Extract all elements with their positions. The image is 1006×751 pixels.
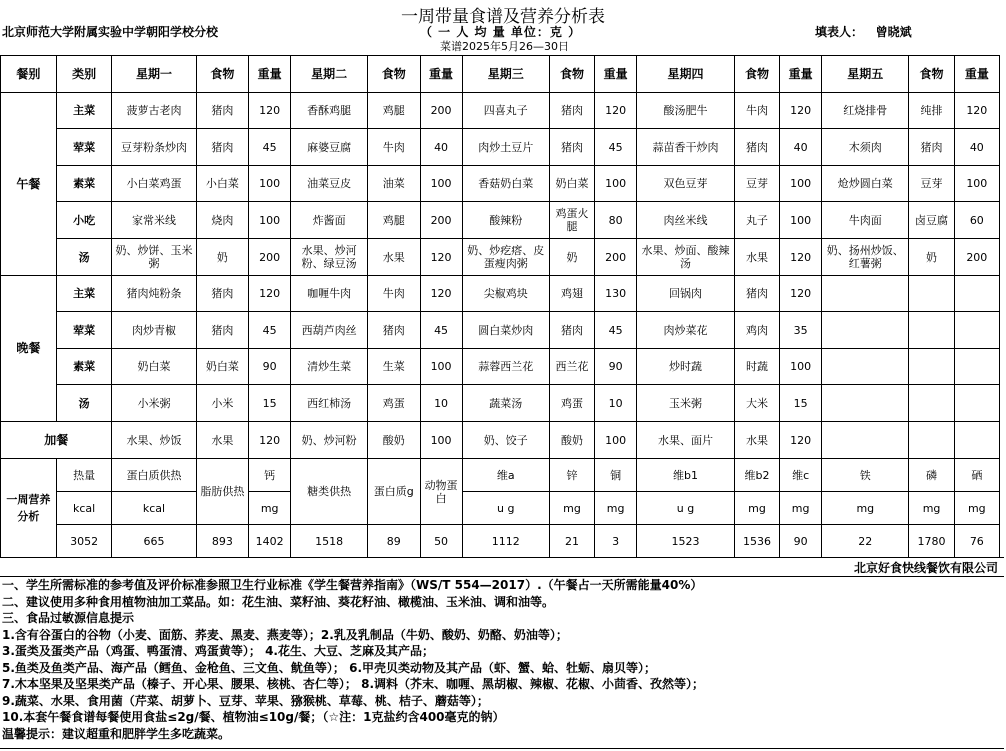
menu-cell: 菠萝古老肉: [112, 93, 196, 129]
menu-cell: 水果: [734, 422, 779, 459]
menu-table: [0, 55, 1000, 558]
menu-cell: 酸奶: [367, 422, 420, 459]
menu-cell: 咖喱牛肉: [291, 276, 368, 312]
menu-cell: 西兰花: [549, 349, 594, 385]
table-row: [1, 492, 1000, 525]
note-line: 7.木本坚果及坚果类产品（榛子、开心果、腰果、核桃、杏仁等）； 8.调料（芥末、咖喱、黑胡椒、辣椒、花椒、小茴香、孜然等）；: [2, 677, 704, 691]
menu-cell: 100: [954, 166, 999, 202]
nutrient-unit: mg: [822, 492, 909, 525]
menu-cell: 炝炒圆白菜: [822, 166, 909, 202]
menu-cell: [909, 312, 954, 349]
nutrient-name: 脂肪供热: [196, 459, 249, 525]
menu-cell: 水果、炒河粉、绿豆汤: [291, 239, 368, 276]
nutrient-name: 糖类供热: [291, 459, 368, 525]
menu-cell: [822, 422, 909, 459]
notes-section: [2, 577, 1002, 742]
menu-cell: 120: [780, 276, 822, 312]
menu-cell: 猪肉: [909, 129, 954, 166]
menu-cell: 奶: [196, 239, 249, 276]
menu-cell: 牛肉面: [822, 202, 909, 239]
header-cell: 餐别: [1, 56, 57, 93]
menu-cell: 牛肉: [367, 276, 420, 312]
menu-cell: 炸酱面: [291, 202, 368, 239]
header-cell: 食物: [196, 56, 249, 93]
header-cell: 食物: [549, 56, 594, 93]
nutrient-unit: mg: [595, 492, 637, 525]
menu-cell: 水果、炒饭: [112, 422, 196, 459]
menu-cell: 130: [595, 276, 637, 312]
menu-cell: 100: [420, 166, 462, 202]
menu-cell: [822, 276, 909, 312]
nutrient-value: 89: [367, 525, 420, 558]
menu-cell: 奶、饺子: [462, 422, 549, 459]
nutrient-value: 1402: [249, 525, 291, 558]
menu-cell: 猪肉: [734, 129, 779, 166]
header-cell: 星期一: [112, 56, 196, 93]
nutrient-value: 1536: [734, 525, 779, 558]
header-cell: 重量: [954, 56, 999, 93]
nutrient-unit: mg: [909, 492, 954, 525]
note-line: 温馨提示：建议超重和肥胖学生多吃蔬菜。: [2, 726, 231, 741]
menu-cell: 奶、炒饼、玉米粥: [112, 239, 196, 276]
table-row: [1, 422, 1000, 459]
menu-cell: 15: [249, 385, 291, 422]
menu-cell: [909, 422, 954, 459]
menu-cell: 香菇奶白菜: [462, 166, 549, 202]
nutrient-value: 1112: [462, 525, 549, 558]
nutrient-value: 3052: [56, 525, 112, 558]
menu-cell: 100: [249, 202, 291, 239]
menu-cell: 时蔬: [734, 349, 779, 385]
menu-cell: 120: [780, 93, 822, 129]
menu-cell: 猪肉: [734, 276, 779, 312]
menu-cell: [909, 385, 954, 422]
table-row: [1, 312, 1000, 349]
menu-cell: 小米粥: [112, 385, 196, 422]
menu-cell: 80: [595, 202, 637, 239]
menu-cell: 45: [249, 129, 291, 166]
nutrient-value: 893: [196, 525, 249, 558]
menu-cell: 水果、面片: [637, 422, 735, 459]
menu-cell: 家常米线: [112, 202, 196, 239]
menu-cell: 双色豆芽: [637, 166, 735, 202]
table-row: [1, 202, 1000, 239]
nutrient-name: 钙: [249, 459, 291, 492]
nutrient-name: 动物蛋白: [420, 459, 462, 525]
menu-cell: 蒜苗香干炒肉: [637, 129, 735, 166]
menu-cell: 麻婆豆腐: [291, 129, 368, 166]
menu-cell: 猪肉: [196, 276, 249, 312]
menu-cell: 玉米粥: [637, 385, 735, 422]
menu-cell: 35: [780, 312, 822, 349]
nutrient-unit: mg: [249, 492, 291, 525]
menu-cell: 鸡翅: [549, 276, 594, 312]
header-cell: 类别: [56, 56, 112, 93]
menu-cell: 15: [780, 385, 822, 422]
menu-cell: 猪肉: [367, 312, 420, 349]
menu-cell: 奶: [909, 239, 954, 276]
menu-cell: 120: [420, 276, 462, 312]
nutrient-unit: mg: [954, 492, 999, 525]
menu-cell: 鸡肉: [734, 312, 779, 349]
menu-cell: 奶、炒河粉: [291, 422, 368, 459]
note-line: 5.鱼类及鱼类产品、海产品（鳕鱼、金枪鱼、三文鱼、鱿鱼等）； 6.甲壳贝类动物及其产品（虾、蟹、蛤、牡蛎、扇贝等）；: [2, 660, 656, 675]
menu-cell: 100: [595, 166, 637, 202]
header-cell: 星期二: [291, 56, 368, 93]
menu-cell: 西红柿汤: [291, 385, 368, 422]
table-row: [1, 276, 1000, 312]
nutrient-name: 维b2: [734, 459, 779, 492]
menu-cell: 猪肉: [196, 93, 249, 129]
menu-cell: 小米: [196, 385, 249, 422]
nutrient-name: 蛋白质g: [367, 459, 420, 525]
nutrition-label: 一周营养分析: [1, 459, 57, 558]
menu-cell: 奶: [549, 239, 594, 276]
menu-cell: 120: [780, 239, 822, 276]
menu-cell: [954, 349, 999, 385]
table-row: [1, 93, 1000, 129]
menu-cell: 豆芽粉条炒肉: [112, 129, 196, 166]
menu-cell: 120: [954, 93, 999, 129]
week-range: 菜谱2025年5月26—30日: [440, 40, 569, 53]
footer-divider: [0, 557, 1004, 558]
nutrient-name: 维c: [780, 459, 822, 492]
note-line: 1.含有谷蛋白的谷物（小麦、面筋、荞麦、黑麦、燕麦等）；2.乳及乳制品（牛奶、酸奶、奶酪、奶油等）；: [2, 627, 568, 642]
menu-cell: 肉丝米线: [637, 202, 735, 239]
nutrient-value: 665: [112, 525, 196, 558]
category-cell: 小吃: [56, 202, 112, 239]
nutrient-name: 铜: [595, 459, 637, 492]
menu-cell: [822, 312, 909, 349]
filler: [815, 23, 912, 40]
menu-cell: 200: [249, 239, 291, 276]
school-name: 北京师范大学附属实验中学朝阳学校分校: [2, 25, 219, 39]
nutrient-unit: mg: [734, 492, 779, 525]
filler-name: 曾晓斌: [875, 25, 912, 39]
menu-cell: 10: [595, 385, 637, 422]
menu-cell: 猪肉: [549, 312, 594, 349]
menu-cell: 鸡蛋: [367, 385, 420, 422]
menu-cell: 牛肉: [367, 129, 420, 166]
table-row: [1, 129, 1000, 166]
menu-cell: 大米: [734, 385, 779, 422]
menu-cell: 45: [249, 312, 291, 349]
header-cell: 星期三: [462, 56, 549, 93]
menu-cell: 圆白菜炒肉: [462, 312, 549, 349]
menu-cell: 四喜丸子: [462, 93, 549, 129]
menu-cell: 猪肉炖粉条: [112, 276, 196, 312]
category-cell: 素菜: [56, 349, 112, 385]
note-line: 三、食品过敏源信息提示: [2, 611, 135, 625]
menu-cell: 40: [420, 129, 462, 166]
header-cell: 星期四: [637, 56, 735, 93]
nutrient-name: 锌: [549, 459, 594, 492]
menu-cell: 红烧排骨: [822, 93, 909, 129]
menu-cell: 油菜: [367, 166, 420, 202]
table-row: [1, 385, 1000, 422]
header-cell: 重量: [595, 56, 637, 93]
menu-cell: 100: [420, 349, 462, 385]
menu-cell: 200: [420, 202, 462, 239]
meal-dinner: 晚餐: [1, 276, 57, 422]
menu-cell: 60: [954, 202, 999, 239]
menu-cell: 卤豆腐: [909, 202, 954, 239]
nutrient-value: 1780: [909, 525, 954, 558]
menu-cell: 酸奶: [549, 422, 594, 459]
company-name: 北京好食快线餐饮有限公司: [853, 561, 998, 575]
menu-cell: 鸡蛋: [549, 385, 594, 422]
menu-cell: 西葫芦肉丝: [291, 312, 368, 349]
menu-cell: 豆芽: [734, 166, 779, 202]
table-row: [1, 239, 1000, 276]
menu-cell: 豆芽: [909, 166, 954, 202]
nutrient-value: 76: [954, 525, 999, 558]
nutrient-unit: mg: [780, 492, 822, 525]
nutrient-name: 维b1: [637, 459, 735, 492]
menu-cell: 纯排: [909, 93, 954, 129]
header-cell: 重量: [420, 56, 462, 93]
menu-cell: [954, 422, 999, 459]
category-cell: 主菜: [56, 276, 112, 312]
menu-cell: 小白菜鸡蛋: [112, 166, 196, 202]
nutrient-name: 蛋白质供热: [112, 459, 196, 492]
table-row: [1, 525, 1000, 558]
note-line: 二、建议使用多种食用植物油加工菜品。如：花生油、菜籽油、葵花籽油、橄榄油、玉米油、调和油等。: [2, 594, 555, 609]
nutrient-value: 22: [822, 525, 909, 558]
category-cell: 汤: [56, 239, 112, 276]
menu-cell: 肉炒青椒: [112, 312, 196, 349]
menu-cell: 肉炒菜花: [637, 312, 735, 349]
menu-cell: 45: [420, 312, 462, 349]
nutrient-value: 1523: [637, 525, 735, 558]
menu-cell: 90: [595, 349, 637, 385]
menu-cell: 200: [954, 239, 999, 276]
nutrient-unit: mg: [549, 492, 594, 525]
nutrient-value: 3: [595, 525, 637, 558]
menu-cell: 清炒生菜: [291, 349, 368, 385]
category-cell: 荤菜: [56, 129, 112, 166]
menu-cell: 200: [420, 93, 462, 129]
menu-cell: 猪肉: [549, 93, 594, 129]
menu-cell: 10: [420, 385, 462, 422]
menu-cell: 45: [595, 312, 637, 349]
menu-cell: [954, 276, 999, 312]
nutrient-name: 铁: [822, 459, 909, 492]
header-cell: 重量: [780, 56, 822, 93]
menu-cell: 40: [780, 129, 822, 166]
nutrient-name: 硒: [954, 459, 999, 492]
menu-cell: 尖椒鸡块: [462, 276, 549, 312]
category-cell: 素菜: [56, 166, 112, 202]
menu-cell: 鸡蛋火腿: [549, 202, 594, 239]
menu-cell: 香酥鸡腿: [291, 93, 368, 129]
menu-cell: 丸子: [734, 202, 779, 239]
menu-cell: 小白菜: [196, 166, 249, 202]
menu-cell: [909, 349, 954, 385]
nutrient-name: 维a: [462, 459, 549, 492]
menu-cell: 酸辣粉: [462, 202, 549, 239]
note-line: 10.本套午餐食谱每餐使用食盐≤2g/餐、植物油≤10g/餐；（☆注：1克盐约含400毫克的钠）: [2, 710, 505, 724]
menu-cell: 奶白菜: [196, 349, 249, 385]
menu-cell: 奶白菜: [549, 166, 594, 202]
menu-cell: 回锅肉: [637, 276, 735, 312]
menu-cell: 猪肉: [549, 129, 594, 166]
menu-cell: 90: [249, 349, 291, 385]
menu-cell: 100: [780, 349, 822, 385]
menu-cell: 猪肉: [196, 312, 249, 349]
nutrient-value: 50: [420, 525, 462, 558]
menu-cell: 水果: [734, 239, 779, 276]
table-row: [1, 56, 1000, 93]
table-row: [1, 349, 1000, 385]
menu-cell: 45: [595, 129, 637, 166]
unit-label: （ 一 人 均 量 单位：克 ）: [420, 25, 582, 39]
menu-cell: 水果: [196, 422, 249, 459]
menu-cell: 100: [595, 422, 637, 459]
menu-cell: 200: [595, 239, 637, 276]
category-cell: 主菜: [56, 93, 112, 129]
nutrient-unit: kcal: [56, 492, 112, 525]
menu-cell: 40: [954, 129, 999, 166]
menu-cell: 木须肉: [822, 129, 909, 166]
header-cell: 重量: [249, 56, 291, 93]
menu-cell: 120: [780, 422, 822, 459]
menu-cell: 奶、炒疙瘩、皮蛋瘦肉粥: [462, 239, 549, 276]
menu-cell: 100: [780, 166, 822, 202]
menu-cell: 鸡腿: [367, 202, 420, 239]
menu-cell: 烧肉: [196, 202, 249, 239]
menu-cell: 120: [249, 422, 291, 459]
menu-cell: [822, 385, 909, 422]
menu-cell: 生菜: [367, 349, 420, 385]
header-cell: 食物: [909, 56, 954, 93]
menu-cell: 蔬菜汤: [462, 385, 549, 422]
menu-cell: 水果: [367, 239, 420, 276]
table-row: [1, 166, 1000, 202]
menu-cell: 100: [780, 202, 822, 239]
meal-lunch: 午餐: [1, 93, 57, 276]
menu-cell: 油菜豆皮: [291, 166, 368, 202]
menu-cell: 100: [420, 422, 462, 459]
menu-cell: [822, 349, 909, 385]
nutrient-value: 21: [549, 525, 594, 558]
menu-cell: 肉炒土豆片: [462, 129, 549, 166]
menu-cell: 120: [249, 276, 291, 312]
nutrient-name: 热量: [56, 459, 112, 492]
note-line: 9.蔬菜、水果、食用菌（芹菜、胡萝卜、豆芽、苹果、猕猴桃、草莓、桃、桔子、蘑菇等）；: [2, 693, 489, 708]
menu-cell: 奶白菜: [112, 349, 196, 385]
menu-cell: 牛肉: [734, 93, 779, 129]
menu-cell: [954, 385, 999, 422]
menu-cell: 奶、扬州炒饭、红薯粥: [822, 239, 909, 276]
menu-cell: 酸汤肥牛: [637, 93, 735, 129]
menu-cell: 100: [249, 166, 291, 202]
menu-cell: [954, 312, 999, 349]
nutrient-name: 磷: [909, 459, 954, 492]
header-cell: 食物: [734, 56, 779, 93]
nutrient-value: 1518: [291, 525, 368, 558]
menu-cell: 水果、炒面、酸辣汤: [637, 239, 735, 276]
menu-cell: 120: [249, 93, 291, 129]
category-cell: 荤菜: [56, 312, 112, 349]
table-row: [1, 459, 1000, 492]
nutrient-unit: u g: [462, 492, 549, 525]
menu-cell: 120: [595, 93, 637, 129]
note-line: 一、学生所需标准的参考值及评价标准参照卫生行业标准《学生餐营养指南》（WS/T 554—2017）.（午餐占一天所需能量40%）: [2, 578, 703, 592]
header-cell: 星期五: [822, 56, 909, 93]
menu-cell: 猪肉: [196, 129, 249, 166]
category-cell: 汤: [56, 385, 112, 422]
meal-snack: 加餐: [1, 422, 112, 459]
menu-cell: 炒时蔬: [637, 349, 735, 385]
filler-label: 填表人：: [815, 25, 864, 39]
nutrient-unit: u g: [637, 492, 735, 525]
nutrient-unit: kcal: [112, 492, 196, 525]
menu-cell: 蒜蓉西兰花: [462, 349, 549, 385]
menu-cell: 120: [420, 239, 462, 276]
page-title: 一周带量食谱及营养分析表: [401, 7, 605, 27]
note-line: 3.蛋类及蛋类产品（鸡蛋、鸭蛋清、鸡蛋黄等）； 4.花生、大豆、芝麻及其产品；: [2, 644, 434, 658]
bottom-border: [0, 748, 1004, 749]
nutrient-value: 90: [780, 525, 822, 558]
header-cell: 食物: [367, 56, 420, 93]
menu-cell: 鸡腿: [367, 93, 420, 129]
menu-cell: [909, 276, 954, 312]
